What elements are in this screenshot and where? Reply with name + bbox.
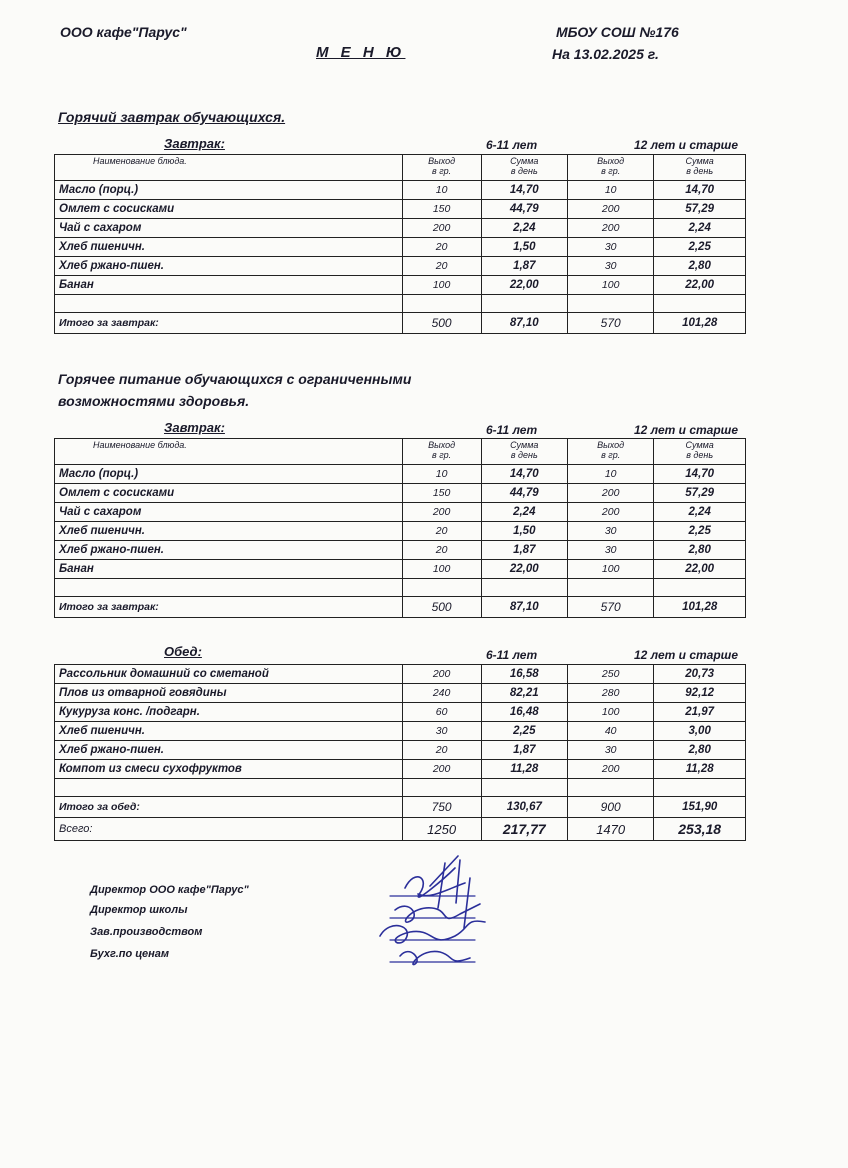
- table-row: Омлет с сосисками 150 44,79 200 57,29: [55, 484, 746, 503]
- signature-production-manager: Зав.производством: [90, 926, 203, 938]
- lunch-table: [54, 664, 746, 841]
- table-row: Хлеб пшеничн. 20 1,50 30 2,25: [55, 238, 746, 257]
- section2-title-line2: возможностями здоровья.: [58, 393, 250, 409]
- table-row: Масло (порц.) 10 14,70 10 14,70: [55, 465, 746, 484]
- section1-age1: 6-11 лет: [486, 138, 538, 152]
- table-row: Хлеб ржано-пшен. 20 1,87 30 2,80: [55, 741, 746, 760]
- section2-title-line1: Горячее питание обучающихся с ограниченными: [58, 371, 412, 387]
- section1-age2: 12 лет и старше: [634, 138, 739, 152]
- table-row: Хлеб пшеничн. 20 1,50 30 2,25: [55, 522, 746, 541]
- school-name: МБОУ СОШ №176: [556, 24, 679, 40]
- table-row: Банан 100 22,00 100 22,00: [55, 560, 746, 579]
- empty-row: [55, 295, 746, 313]
- table-row: Банан 100 22,00 100 22,00: [55, 276, 746, 295]
- section1-meal: Завтрак:: [164, 136, 225, 151]
- section2-meal: Завтрак:: [164, 420, 225, 435]
- table-row: Масло (порц.) 10 14,70 10 14,70: [55, 181, 746, 200]
- lunch-age2: 12 лет и старше: [634, 648, 739, 662]
- signature-school-director: Директор школы: [90, 904, 188, 916]
- col-sum-1: Сумма в день: [481, 439, 567, 465]
- table-row: Хлеб ржано-пшен. 20 1,87 30 2,80: [55, 541, 746, 560]
- handwritten-signatures: [360, 848, 520, 978]
- grand-total-row: Всего: 1250 217,77 1470 253,18: [55, 818, 746, 841]
- table-row: Рассольник домашний со сметаной 200 16,58 250 20,73: [55, 665, 746, 684]
- col-out-2: Выход в гр.: [567, 439, 653, 465]
- col-out-2: Выход в гр.: [567, 155, 653, 181]
- table-row: Чай с сахаром 200 2,24 200 2,24: [55, 503, 746, 522]
- section2-age2: 12 лет и старше: [634, 423, 739, 437]
- table-row: Чай с сахаром 200 2,24 200 2,24: [55, 219, 746, 238]
- table-row: Омлет с сосисками 150 44,79 200 57,29: [55, 200, 746, 219]
- menu-date: На 13.02.2025 г.: [552, 46, 659, 62]
- col-out-1: Выход в гр.: [402, 155, 481, 181]
- org-name: ООО кафе"Парус": [60, 24, 187, 40]
- page-title: М Е Н Ю: [316, 44, 406, 61]
- table-header: [55, 155, 746, 181]
- table-row: Плов из отварной говядины 240 82,21 280 92,12: [55, 684, 746, 703]
- table-row: Хлеб пшеничн. 30 2,25 40 3,00: [55, 722, 746, 741]
- signature-price-accountant: Бухг.по ценам: [90, 948, 169, 960]
- col-sum-1: Сумма в день: [481, 155, 567, 181]
- col-out-1: Выход в гр.: [402, 439, 481, 465]
- table-row: Хлеб ржано-пшен. 20 1,87 30 2,80: [55, 257, 746, 276]
- total-row: Итого за завтрак: 500 87,10 570 101,28: [55, 313, 746, 334]
- col-name: Наименование блюда.: [55, 155, 403, 181]
- col-name: Наименование блюда.: [55, 439, 403, 465]
- col-sum-2: Сумма в день: [654, 155, 746, 181]
- breakfast-table-1: [54, 154, 746, 334]
- table-row: Кукуруза конс. /подгарн. 60 16,48 100 21,97: [55, 703, 746, 722]
- table-header: [55, 439, 746, 465]
- lunch-age1: 6-11 лет: [486, 648, 538, 662]
- total-row: Итого за завтрак: 500 87,10 570 101,28: [55, 597, 746, 618]
- lunch-meal: Обед:: [164, 644, 202, 659]
- table-row: Компот из смеси сухофруктов 200 11,28 200 11,28: [55, 760, 746, 779]
- signature-cafe-director: Директор ООО кафе"Парус": [90, 884, 249, 896]
- total-row: Итого за обед: 750 130,67 900 151,90: [55, 797, 746, 818]
- empty-row: [55, 579, 746, 597]
- col-sum-2: Сумма в день: [654, 439, 746, 465]
- section1-title: Горячий завтрак обучающихся.: [58, 109, 286, 125]
- breakfast-table-2: [54, 438, 746, 618]
- empty-row: [55, 779, 746, 797]
- section2-age1: 6-11 лет: [486, 423, 538, 437]
